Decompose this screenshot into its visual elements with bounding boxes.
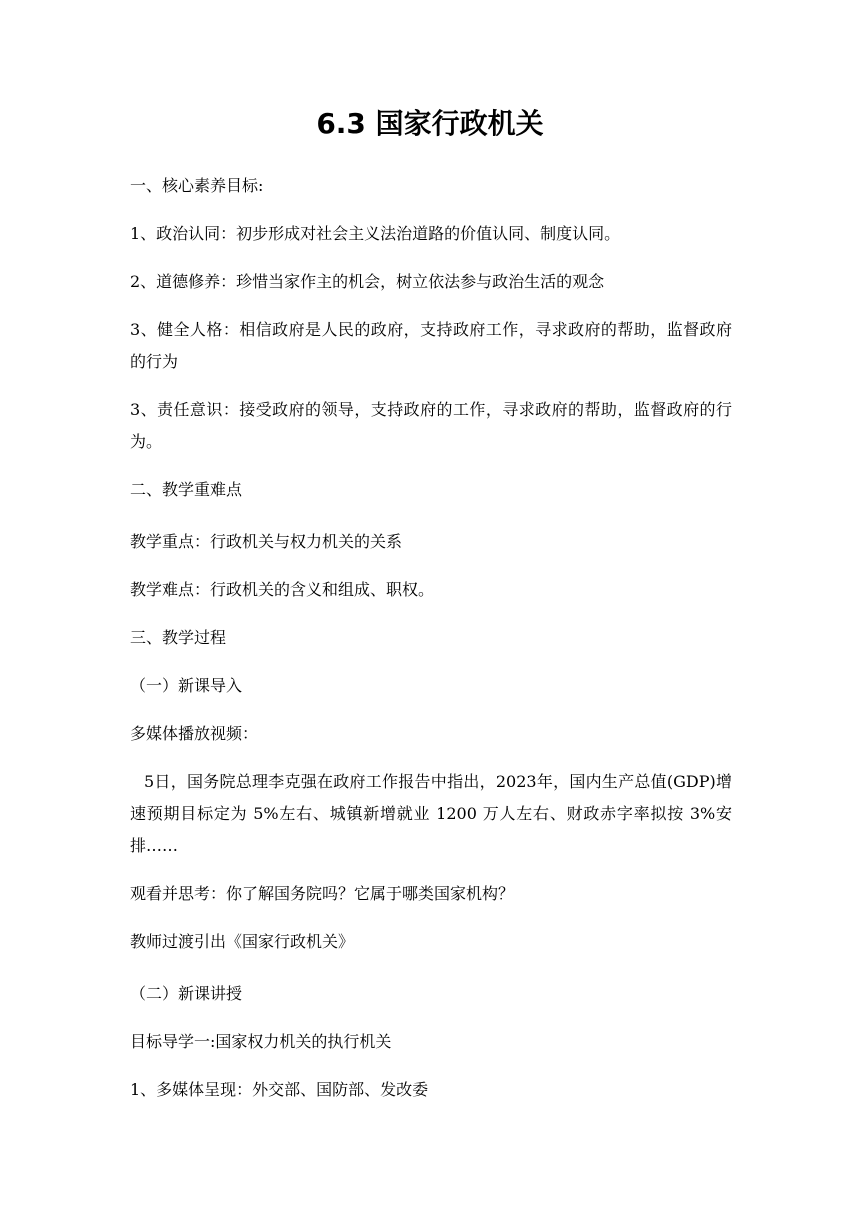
video-summary-paragraph: 5日，国务院总理李克强在政府工作报告中指出，2023年，国内生产总值(GDP)增速预期目标定为 5%左右、城镇新增就业 1200 万人左右、财政赤字率拟按 3%安排…… [130, 772, 732, 855]
section-heading-objectives: 一、核心素养目标: [130, 176, 264, 195]
multimedia-presentation-item: 1、多媒体呈现：外交部、国防部、发改委 [130, 1080, 429, 1099]
multimedia-video-label: 多媒体播放视频： [130, 724, 259, 743]
subsection-new-lesson: （二）新课讲授 [130, 984, 243, 1003]
learning-target-one: 目标导学一:国家权力机关的执行机关 [130, 1032, 392, 1051]
section-heading-process: 三、教学过程 [130, 628, 227, 647]
objective-political-identity: 1、政治认同：初步形成对社会主义法治道路的价值认同、制度认同。 [130, 224, 621, 243]
document-title: 6.3 国家行政机关 [316, 107, 544, 140]
think-question: 观看并思考：你了解国务院吗？它属于哪类国家机构？ [130, 884, 515, 903]
teaching-key-point: 教学重点：行政机关与权力机关的关系 [130, 532, 403, 551]
objective-sound-personality: 3、健全人格：相信政府是人民的政府，支持政府工作，寻求政府的帮助，监督政府的行为 [130, 320, 732, 371]
teacher-transition: 教师过渡引出《国家行政机关》 [130, 932, 355, 951]
objective-responsibility: 3、责任意识：接受政府的领导，支持政府的工作，寻求政府的帮助，监督政府的行为。 [130, 400, 732, 451]
teaching-difficult-point: 教学难点：行政机关的含义和组成、职权。 [130, 580, 435, 599]
section-heading-key-points: 二、教学重难点 [130, 480, 243, 499]
subsection-introduction: （一）新课导入 [130, 676, 243, 695]
objective-moral-cultivation: 2、道德修养：珍惜当家作主的机会，树立依法参与政治生活的观念 [130, 272, 605, 291]
